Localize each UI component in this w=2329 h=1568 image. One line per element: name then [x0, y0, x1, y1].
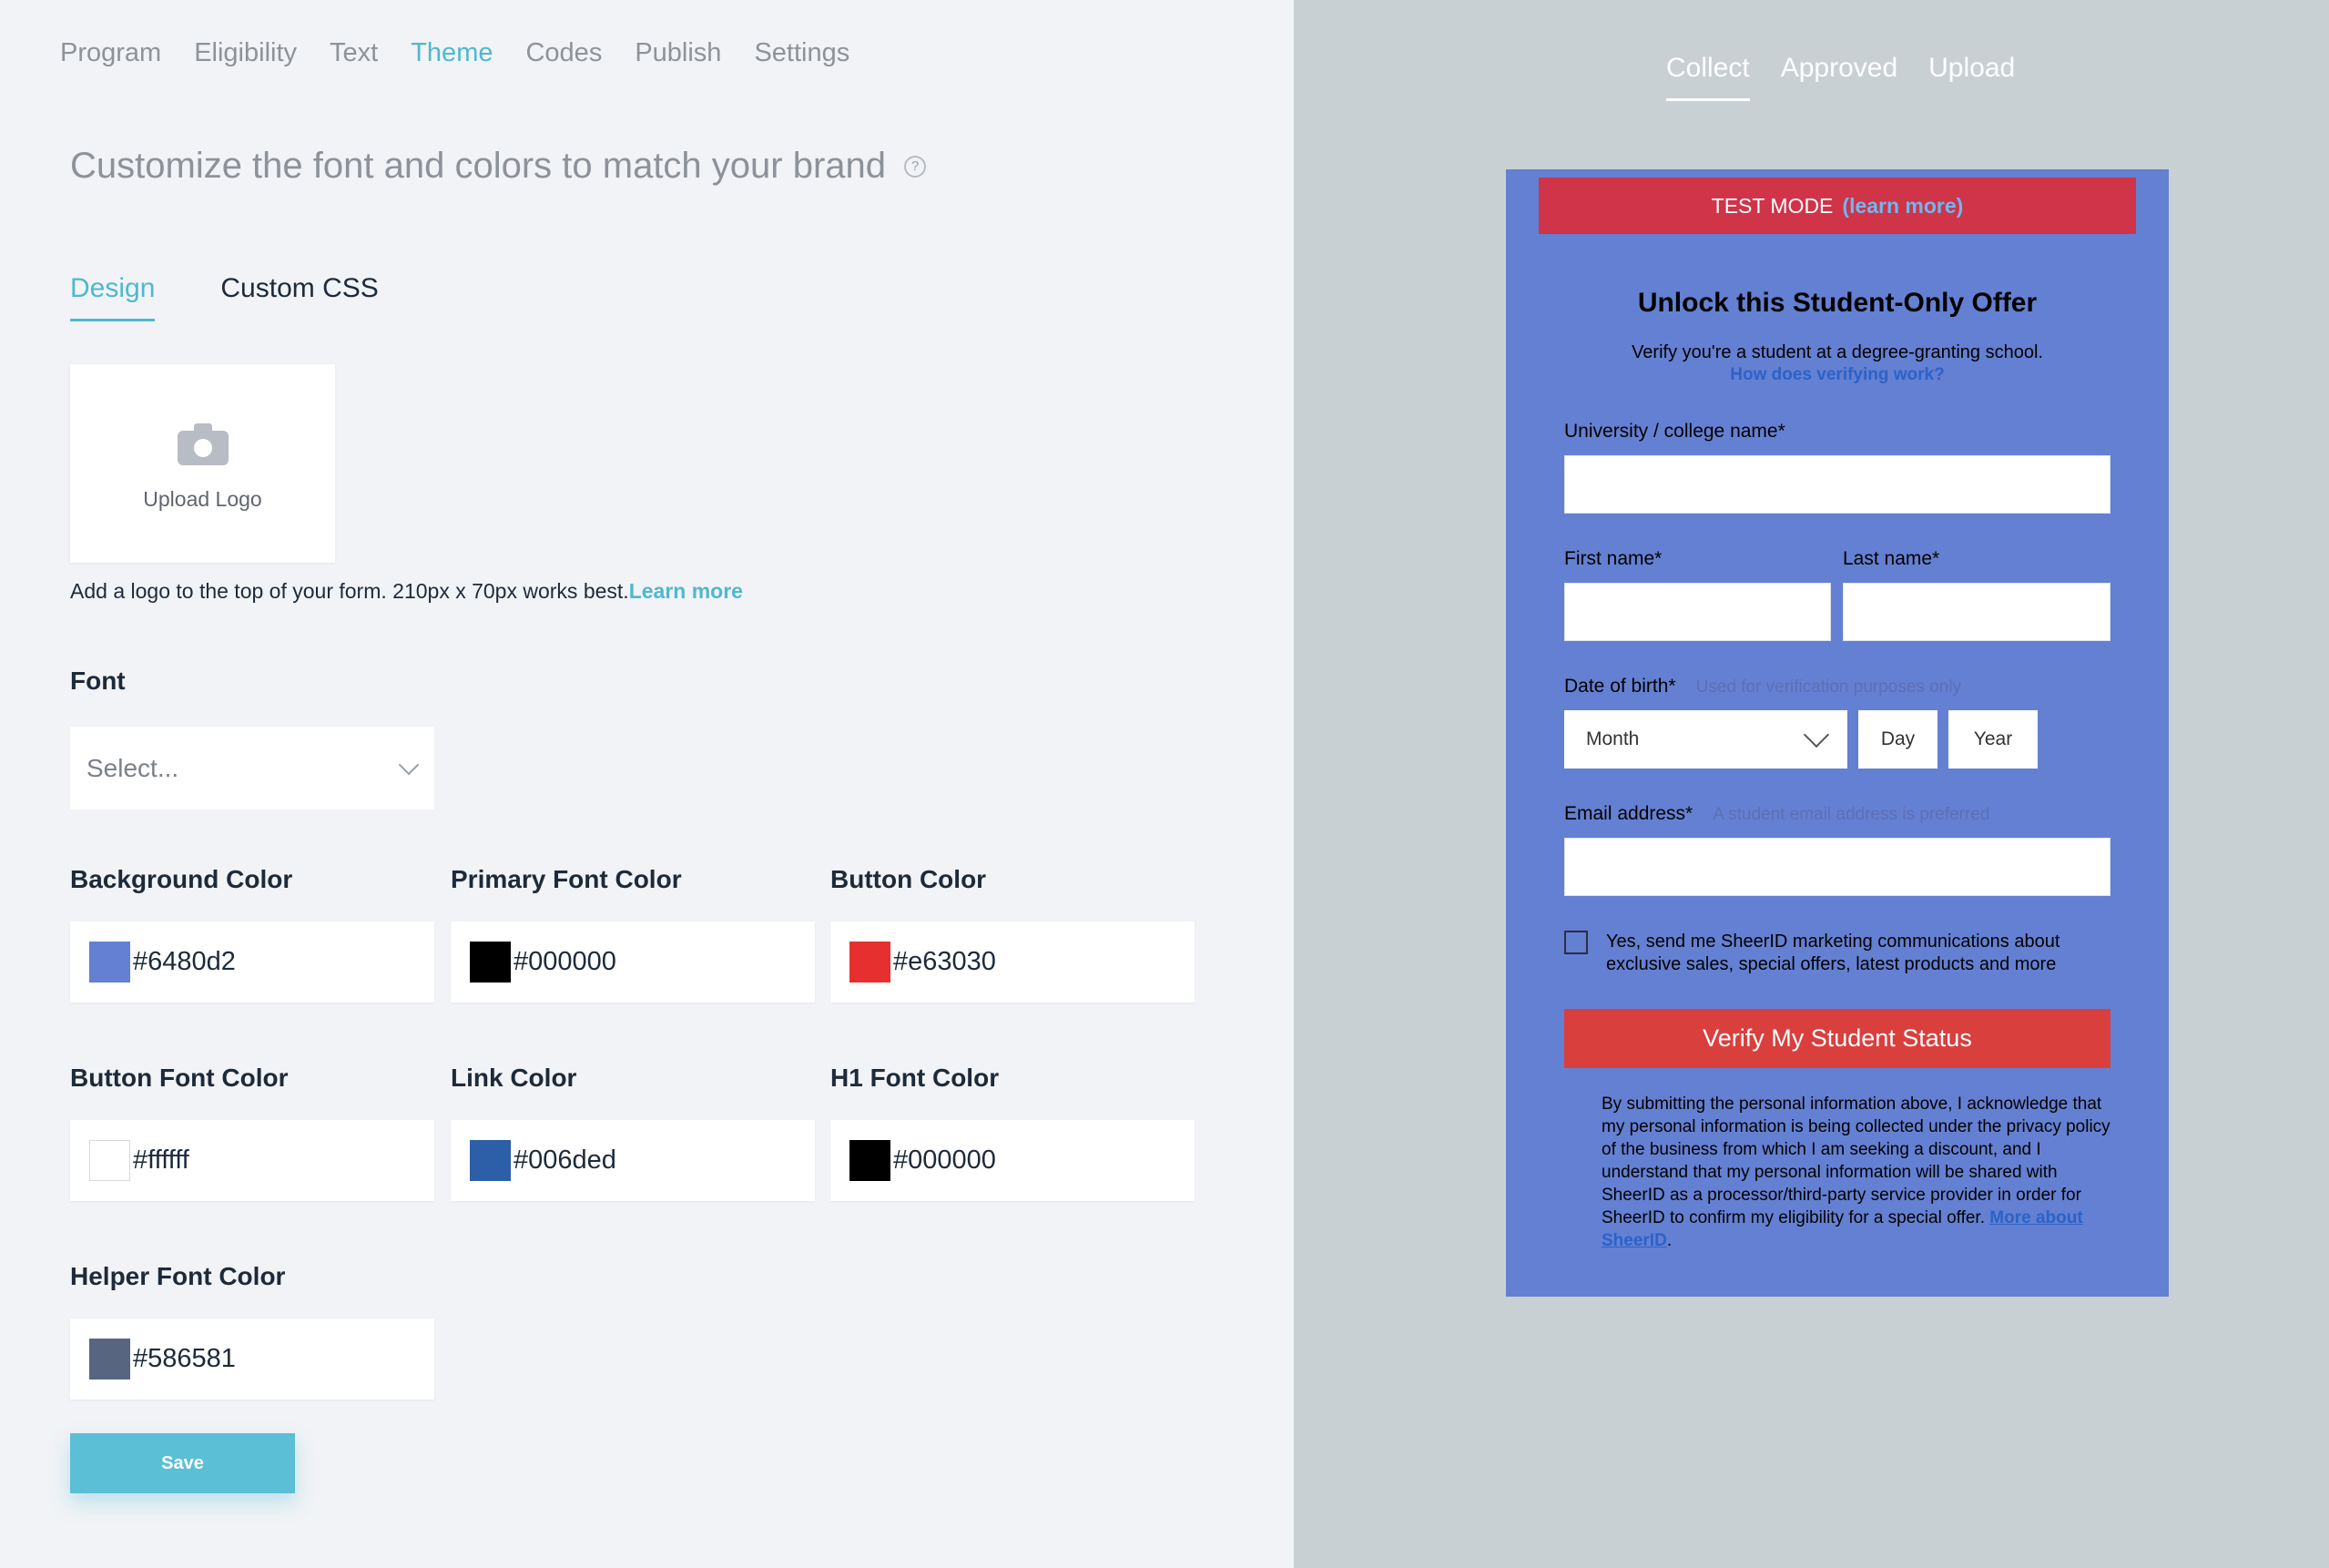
button-color-value: #e63030: [893, 947, 996, 976]
save-button[interactable]: Save: [70, 1433, 295, 1493]
legal-text: By submitting the personal information above, I acknowledge that my personal information is being collected under the privacy policy of the business from which I am seeking a discount, and I understand that my personal information will be shared with SheerID as a processor/third-party service provider in order for SheerID to confirm my eligibility for a special offer.: [1602, 1095, 2110, 1227]
dob-hint: Used for verification purposes only: [1695, 677, 1962, 697]
helper-font-color-value: #586581: [133, 1344, 236, 1373]
year-placeholder: Year: [1973, 728, 2013, 749]
helper-font-color-group: [70, 1262, 434, 1373]
university-input[interactable]: [1564, 455, 2110, 514]
month-select-value: Month: [1586, 728, 1640, 749]
email-label-row: [1564, 803, 1989, 825]
background-color-value: #6480d2: [133, 947, 236, 976]
chevron-down-icon: [1804, 722, 1829, 748]
helper-font-color-label: Helper Font Color: [70, 1262, 286, 1290]
button-font-color-input[interactable]: [70, 1120, 434, 1201]
link-color-value: #006ded: [514, 1145, 616, 1175]
marketing-optin-checkbox[interactable]: [1564, 931, 1588, 954]
font-label: Font: [70, 667, 126, 695]
last-name-label: Last name*: [1843, 548, 1940, 569]
marketing-optin-label: Yes, send me SheerID marketing communications about exclusive sales, special offers, latest products and more: [1606, 932, 2060, 974]
logo-hint: [70, 579, 743, 604]
color-swatch[interactable]: [849, 1140, 890, 1181]
page-title: [70, 146, 926, 187]
font-select-value: Select...: [86, 753, 179, 782]
nav-eligibility[interactable]: Eligibility: [194, 38, 298, 67]
form-title: Unlock this Student-Only Offer: [1637, 288, 2038, 318]
how-verifying-works-link[interactable]: How does verifying work?: [1730, 365, 1945, 384]
year-input[interactable]: [1948, 710, 2038, 769]
primary-font-color-label: Primary Font Color: [451, 865, 682, 893]
color-swatch[interactable]: [470, 942, 511, 983]
month-select[interactable]: [1564, 710, 1847, 769]
university-label: University / college name*: [1564, 421, 1785, 442]
h1-font-color-label: H1 Font Color: [830, 1064, 1000, 1092]
day-placeholder: Day: [1880, 728, 1916, 749]
camera-icon: [178, 423, 229, 465]
color-swatch[interactable]: [89, 1339, 130, 1380]
top-nav: [60, 38, 882, 68]
test-mode-label: TEST MODE: [1711, 193, 1834, 218]
h1-font-color-group: [830, 1064, 1195, 1175]
background-color-label: Background Color: [70, 865, 293, 893]
test-mode-learn-more-link[interactable]: (learn more): [1842, 193, 1964, 218]
color-swatch[interactable]: [470, 1140, 511, 1181]
day-input[interactable]: [1858, 710, 1937, 769]
last-name-input[interactable]: [1843, 583, 2110, 641]
nav-settings[interactable]: Settings: [754, 38, 850, 67]
nav-codes[interactable]: Codes: [525, 38, 603, 67]
tab-design[interactable]: Design: [70, 273, 155, 321]
design-tabs: [70, 273, 444, 321]
learn-more-link[interactable]: Learn more: [628, 579, 743, 603]
background-color-input[interactable]: [70, 921, 434, 1003]
color-swatch[interactable]: [89, 1140, 130, 1181]
logo-hint-text: Add a logo to the top of your form. 210px x 70px works best.: [70, 579, 629, 603]
color-swatch[interactable]: [89, 942, 130, 983]
preview-tabs: [1666, 53, 2046, 101]
page-title-text: Customize the font and colors to match your brand: [70, 146, 887, 186]
first-name-input[interactable]: [1564, 583, 1831, 641]
primary-font-color-input[interactable]: [451, 921, 815, 1003]
tab-upload[interactable]: Upload: [1928, 53, 2016, 83]
more-about-sheerid-link[interactable]: More about SheerID: [1602, 1208, 2083, 1250]
button-font-color-value: #ffffff: [133, 1145, 189, 1175]
tab-custom-css[interactable]: Custom CSS: [220, 273, 379, 303]
h1-font-color-input[interactable]: [830, 1120, 1195, 1201]
upload-logo-button[interactable]: [70, 364, 335, 563]
upload-logo-label: Upload Logo: [143, 486, 262, 511]
background-color-group: [70, 865, 434, 976]
test-mode-banner: [1539, 178, 2136, 234]
button-color-group: [830, 865, 1195, 976]
tab-approved[interactable]: Approved: [1780, 53, 1898, 83]
verify-student-status-button[interactable]: Verify My Student Status: [1564, 1009, 2110, 1068]
nav-program[interactable]: Program: [60, 38, 162, 67]
primary-font-color-value: #000000: [514, 947, 616, 976]
link-color-label: Link Color: [451, 1064, 577, 1092]
email-label: Email address*: [1564, 803, 1693, 824]
preview-panel: [1294, 0, 2329, 1568]
help-icon[interactable]: ?: [904, 156, 926, 178]
color-swatch[interactable]: [849, 942, 890, 983]
dob-label: Date of birth*: [1564, 676, 1676, 697]
email-hint: A student email address is preferred: [1713, 805, 1990, 824]
nav-text[interactable]: Text: [330, 38, 379, 67]
link-color-group: [451, 1064, 815, 1175]
button-color-label: Button Color: [830, 865, 987, 893]
helper-font-color-input[interactable]: [70, 1319, 434, 1400]
dob-label-row: [1564, 676, 1961, 697]
nav-theme[interactable]: Theme: [411, 38, 493, 67]
legal-notice: [1602, 1093, 2111, 1252]
font-select[interactable]: [70, 727, 434, 809]
button-font-color-label: Button Font Color: [70, 1064, 289, 1092]
button-color-input[interactable]: [830, 921, 1195, 1003]
primary-font-color-group: [451, 865, 815, 976]
email-input[interactable]: [1564, 838, 2110, 896]
link-color-input[interactable]: [451, 1120, 815, 1201]
first-name-label: First name*: [1564, 548, 1663, 569]
form-subtitle: Verify you're a student at a degree-granting school.: [1632, 342, 2043, 362]
h1-font-color-value: #000000: [893, 1145, 996, 1175]
tab-collect[interactable]: Collect: [1666, 53, 1750, 101]
chevron-down-icon: [399, 754, 420, 775]
legal-end: .: [1666, 1231, 1673, 1250]
verification-form-preview: [1506, 169, 2169, 1297]
button-font-color-group: [70, 1064, 434, 1175]
nav-publish[interactable]: Publish: [635, 38, 722, 67]
